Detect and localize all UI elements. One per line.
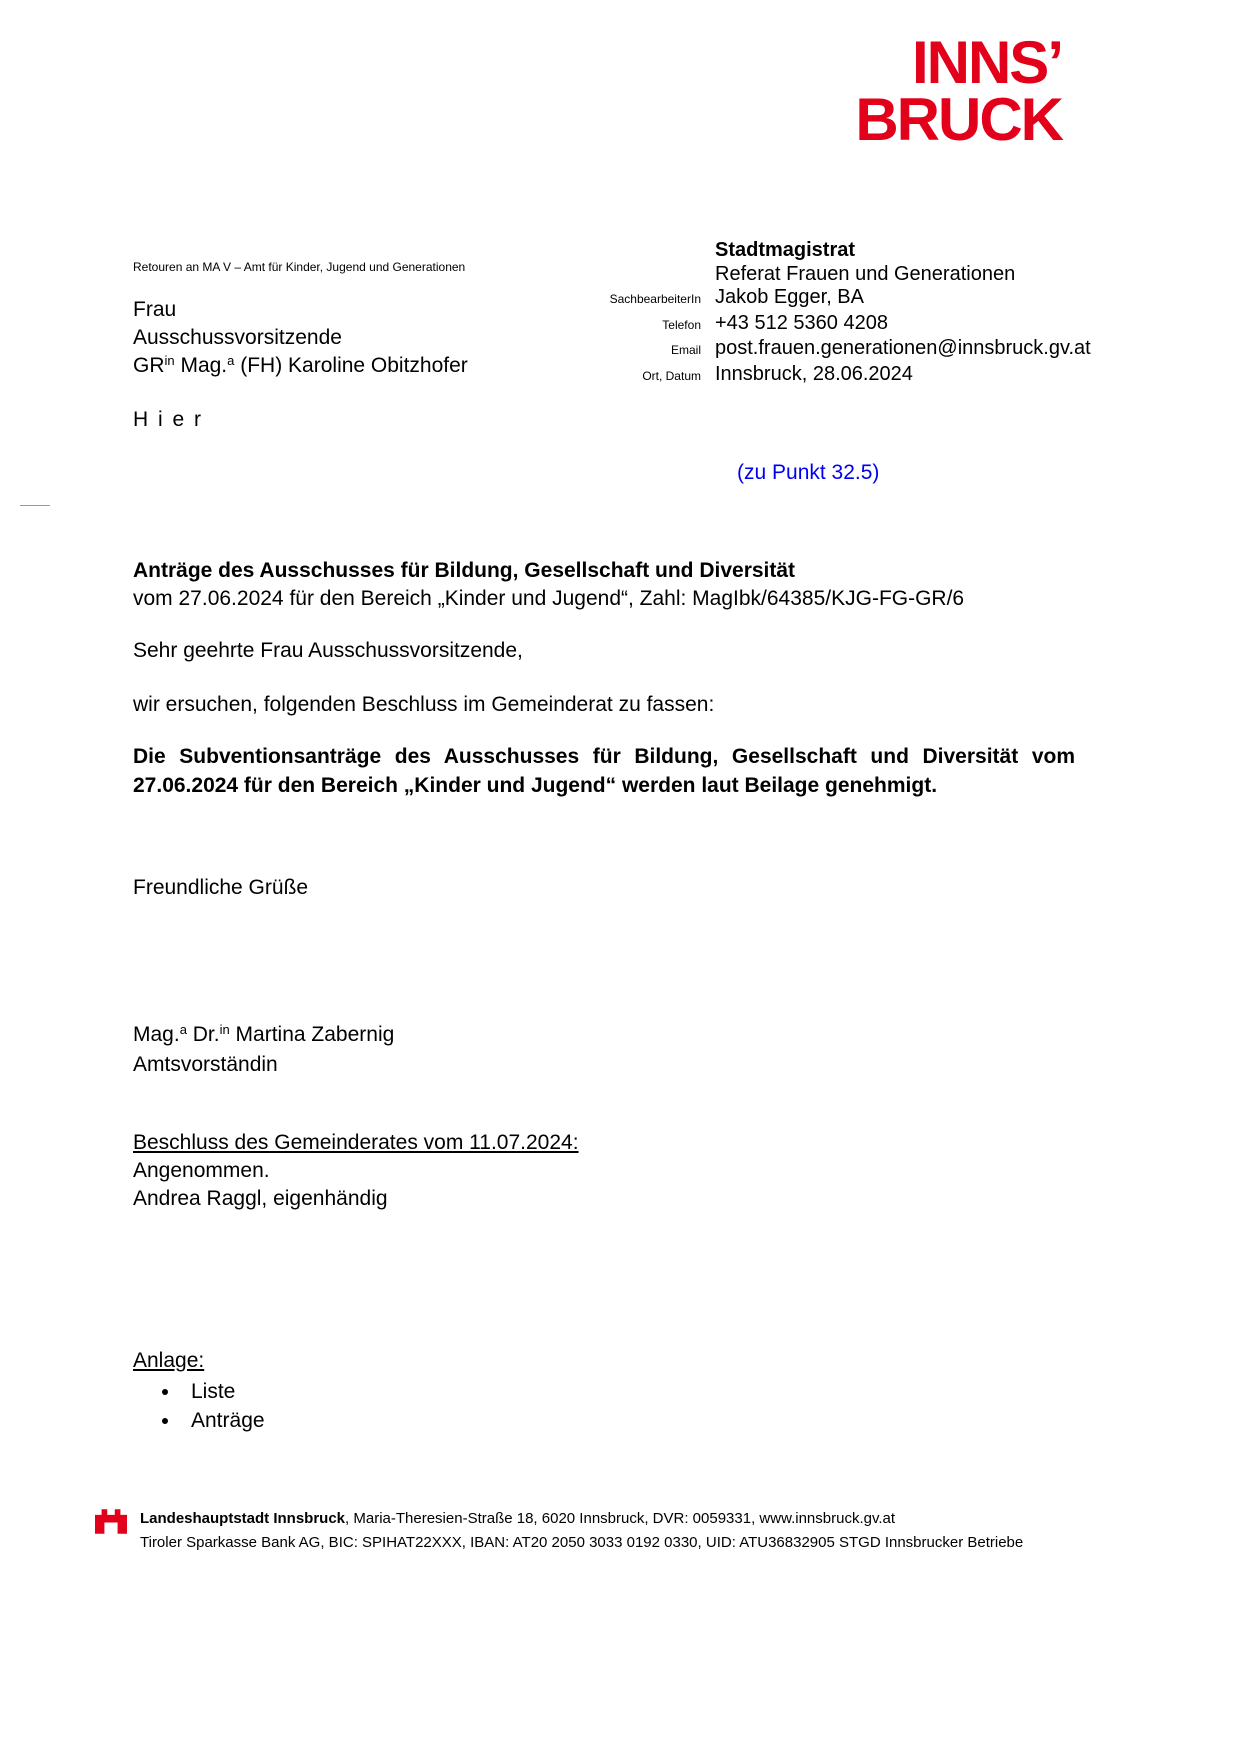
innsbruck-logo xyxy=(855,29,1062,153)
office-label-datum: Ort, Datum xyxy=(642,368,701,383)
signature-name-mid: Dr. xyxy=(186,1023,220,1046)
signature-name-prefix: Mag. xyxy=(133,1023,180,1046)
footer-line-2: Tiroler Sparkasse Bank AG, BIC: SPIHAT22XXX, IBAN: AT20 2050 3033 0192 0330, UID: ATU36832905 STGD Innsbrucker Betriebe xyxy=(140,1533,1024,1551)
office-label-telefon: Telefon xyxy=(662,317,701,332)
signature-name-sup2: in xyxy=(219,1022,230,1037)
office-row-email xyxy=(541,337,1091,363)
recipient-role: Ausschussvorsitzende xyxy=(133,326,342,349)
recipient-name-sup1: in xyxy=(164,353,175,368)
office-info-block xyxy=(541,239,1091,389)
attachment-item: • Liste xyxy=(181,1377,1075,1406)
office-department-row xyxy=(541,263,1091,287)
office-department: Referat Frauen und Generationen xyxy=(715,262,1016,285)
office-value-sachbearbeiter: Jakob Egger, BA xyxy=(715,286,864,309)
attachments-heading: Anlage: xyxy=(133,1349,205,1372)
subject-block xyxy=(133,557,1075,613)
recipient-salutation: Frau xyxy=(133,298,177,321)
office-value-email: post.frauen.generationen@innsbruck.gv.at xyxy=(715,337,1091,360)
footer-block xyxy=(140,1507,1023,1554)
decision-heading: Beschluss des Gemeinderates vom 11.07.2024: xyxy=(133,1131,579,1154)
city-crest-icon xyxy=(95,1509,127,1539)
fold-mark xyxy=(20,505,50,506)
office-value-datum: Innsbruck, 28.06.2024 xyxy=(715,362,913,385)
recipient-name xyxy=(133,352,468,382)
recipient-city: H i e r xyxy=(133,408,204,431)
office-label-sachbearbeiter: SachbearbeiterIn xyxy=(609,292,701,307)
decision-block xyxy=(133,1129,1075,1213)
office-row-telefon xyxy=(541,312,1091,338)
recipient-name-post: (FH) Karoline Obitzhofer xyxy=(234,354,468,377)
attachment-item: • Anträge xyxy=(181,1406,1075,1435)
office-title-row xyxy=(541,239,1091,263)
footer-city-name: Landeshauptstadt Innsbruck xyxy=(140,1510,346,1527)
signature-block xyxy=(133,1021,1075,1079)
recipient-name-prefix: GR xyxy=(133,354,165,377)
decision-result: Angenommen. xyxy=(133,1159,270,1182)
office-value-telefon: +43 512 5360 4208 xyxy=(715,311,888,334)
recipient-name-mid: Mag. xyxy=(174,354,228,377)
subject-subtitle: vom 27.06.2024 für den Bereich „Kinder und Jugend“, Zahl: MagIbk/64385/KJG-FG-GR/6 xyxy=(133,587,965,610)
attachments-list xyxy=(133,1377,1075,1435)
logo-line-2: BRUCK xyxy=(855,86,1062,153)
recipient-name-sup2: a xyxy=(227,353,235,368)
body-request: wir ersuchen, folgenden Beschluss im Gemeinderat zu fassen: xyxy=(133,693,715,716)
office-title: Stadtmagistrat xyxy=(715,239,856,261)
office-row-datum xyxy=(541,363,1091,389)
logo-line-1: INNS’ xyxy=(911,29,1062,96)
resolution-paragraph: Die Subventionsanträge des Ausschusses für Bildung, Gesellschaft und Diversität vom 27.06.2024 für den Bereich „Kinder und Jugend“ werden laut Beilage genehmigt. xyxy=(133,745,1075,797)
signature-role: Amtsvorständin xyxy=(133,1053,278,1076)
attachments-block xyxy=(133,1347,1075,1435)
signature-name-post: Martina Zabernig xyxy=(229,1023,395,1046)
signature-name-sup1: a xyxy=(179,1022,187,1037)
office-row-sachbearbeiter xyxy=(541,286,1091,312)
return-address-line: Retouren an MA V – Amt für Kinder, Jugend und Generationen xyxy=(133,260,466,274)
office-label-email: Email xyxy=(670,343,701,358)
footer-line-1 xyxy=(140,1507,1023,1531)
footer-address: , Maria-Theresien-Straße 18, 6020 Innsbruck, DVR: 0059331, www.innsbruck.gv.at xyxy=(345,1510,896,1527)
body-salutation: Sehr geehrte Frau Ausschussvorsitzende, xyxy=(133,639,523,662)
signature-name xyxy=(133,1021,1075,1051)
decision-signed: Andrea Raggl, eigenhändig xyxy=(133,1187,388,1210)
subject-title: Anträge des Ausschusses für Bildung, Gesellschaft und Diversität xyxy=(133,559,796,582)
agenda-reference: (zu Punkt 32.5) xyxy=(737,461,880,484)
recipient-block xyxy=(133,296,468,434)
closing-phrase: Freundliche Grüße xyxy=(133,876,309,899)
